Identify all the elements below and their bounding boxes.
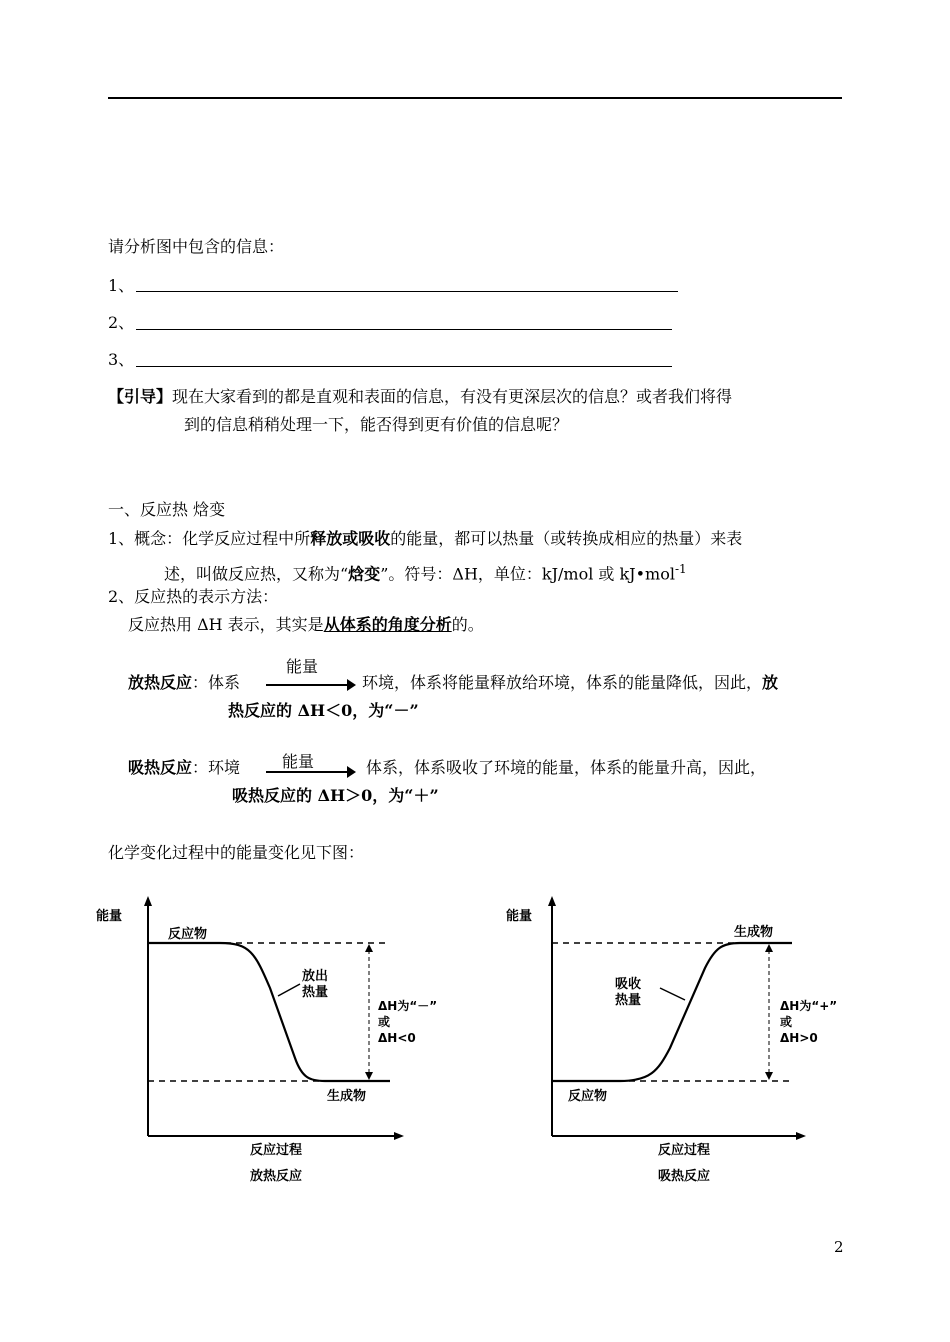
endo-x-label: 反应过程: [658, 1143, 711, 1158]
endo-x-arrowhead: [796, 1132, 806, 1140]
endo-dh-arrow-up: [765, 944, 773, 952]
exo-y-arrowhead: [144, 896, 152, 906]
concept-line2-b: ”。符号：ΔH，单位：kJ/mol 或 kJ•mol: [380, 564, 675, 584]
blank-label-1: 1、: [108, 276, 135, 295]
exo-product-label: 生成物: [327, 1089, 367, 1104]
exo-diagram: [90, 888, 438, 1198]
guide-tag: 【引导】: [108, 387, 173, 406]
exo-text: [362, 672, 778, 694]
exo-desc: 环境，体系将能量释放给环境，体系的能量降低，因此，: [362, 673, 763, 692]
endo-reactant-label: 反应物: [568, 1089, 608, 1104]
answer-blank-1[interactable]: [136, 291, 678, 292]
endo-dh-3: ΔH>0: [780, 1031, 818, 1045]
concept-line-1: [108, 528, 742, 550]
exo-note-pointer: [278, 984, 300, 996]
exo-energy-curve: [148, 943, 390, 1081]
endo-line-1: [128, 757, 240, 779]
exo-line-1: [128, 672, 240, 694]
method-a: 反应热用 ΔH 表示，其实是: [128, 615, 324, 634]
exo-reactant-label: 反应物: [168, 927, 208, 942]
guide-paragraph: [108, 386, 732, 408]
endo-dh-1: ΔH为“+”: [780, 999, 838, 1013]
concept-line-2: [164, 558, 687, 585]
figure-intro: 化学变化过程中的能量变化见下图：: [108, 843, 365, 862]
exo-bold-end: 放: [762, 673, 779, 692]
answer-blank-3[interactable]: [136, 366, 672, 367]
endo-label: 吸热反应: [128, 758, 193, 777]
exo-y-label: 能量: [96, 909, 123, 924]
endo-y-arrowhead: [548, 896, 556, 906]
analysis-prompt: 请分析图中包含的信息：: [108, 237, 285, 256]
endo-diagram: [500, 888, 838, 1198]
blank-label-3: 3、: [108, 350, 135, 369]
concept-after: 的能量，都可以热量（或转换成相应的热量）来表: [390, 529, 743, 548]
exo-dh-2: 或: [378, 1015, 391, 1029]
endo-caption: 吸热反应: [658, 1169, 711, 1184]
exo-dh-1: ΔH为“－”: [378, 999, 438, 1013]
endo-dh-arrow-down: [765, 1072, 773, 1080]
exo-x-label: 反应过程: [250, 1143, 303, 1158]
concept-prefix: 1、概念：化学反应过程中所: [108, 529, 311, 548]
endo-text: 体系，体系吸收了环境的能量，体系的能量升高，因此，: [366, 758, 767, 777]
endo-energy-curve: [552, 943, 792, 1081]
concept-sup: -1: [674, 562, 687, 576]
method-line: [128, 614, 484, 636]
exo-dh-arrow-up: [365, 944, 373, 952]
endo-y-label: 能量: [506, 909, 533, 924]
exo-arrow: [266, 684, 348, 686]
exo-dh-3: ΔH<0: [378, 1031, 416, 1045]
blank-label-2: 2、: [108, 313, 135, 332]
concept-line2-a: 述，叫做反应热，又称为“: [164, 564, 349, 584]
endo-product-label: 生成物: [734, 925, 774, 940]
exo-caption: 放热反应: [250, 1169, 303, 1184]
guide-line-2: 到的信息稍稍处理一下，能否得到更有价值的信息呢？: [184, 415, 569, 434]
method-title: 2、反应热的表示方法：: [108, 587, 279, 606]
section-heading: 一、反应热 焓变: [108, 500, 226, 519]
method-b: 的。: [451, 615, 484, 634]
endo-note-pointer: [660, 988, 685, 1000]
concept-bold: 释放或吸收: [310, 529, 391, 548]
endo-line-2: 吸热反应的 ΔH＞0，为“＋”: [232, 786, 439, 805]
exo-x-arrowhead: [394, 1132, 404, 1140]
endo-dh-2: 或: [780, 1015, 793, 1029]
page-number: 2: [834, 1238, 844, 1256]
endo-colon: ：环境: [192, 758, 241, 777]
exo-note-1: 放出: [302, 969, 329, 984]
method-bold: 从体系的角度分析: [323, 615, 452, 634]
exo-arrow-label: 能量: [286, 657, 319, 676]
endo-note-1: 吸收: [615, 977, 642, 992]
endo-note-2: 热量: [615, 993, 642, 1008]
endo-arrow-label: 能量: [282, 752, 315, 771]
exo-label: 放热反应: [128, 673, 193, 692]
exo-colon: ：体系: [192, 673, 241, 692]
exo-dh-arrow-down: [365, 1072, 373, 1080]
answer-blank-2[interactable]: [136, 329, 672, 330]
exo-line-2: 热反应的 ΔH＜0，为“－”: [228, 701, 419, 720]
exo-note-2: 热量: [302, 985, 329, 1000]
concept-line2-bold: 焓变: [348, 564, 381, 584]
endo-arrow: [266, 771, 348, 773]
guide-line-1: 现在大家看到的都是直观和表面的信息，有没有更深层次的信息？或者我们将得: [172, 387, 733, 406]
header-rule: [108, 97, 842, 99]
